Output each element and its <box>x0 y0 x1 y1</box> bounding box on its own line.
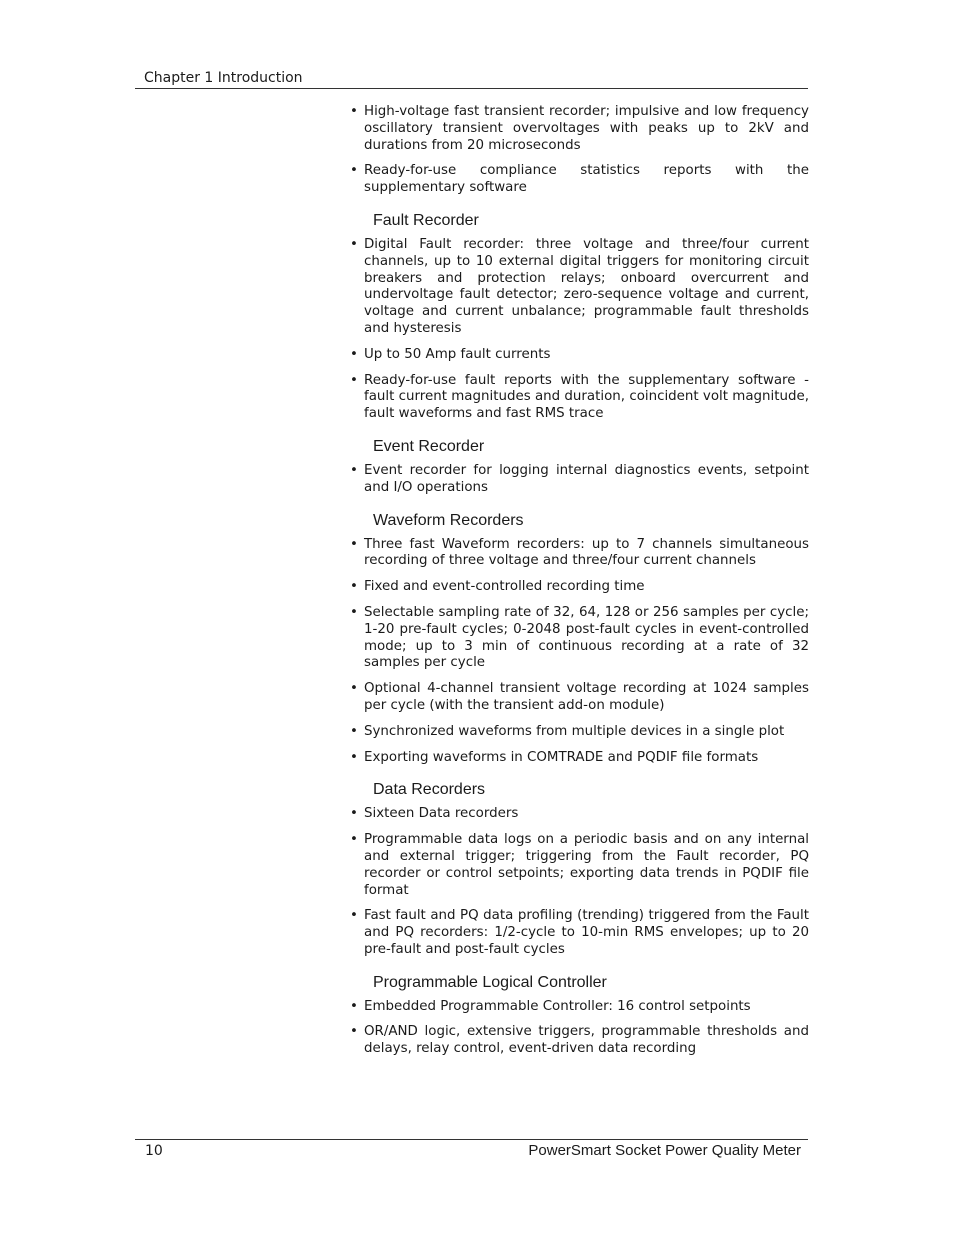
bullet-icon: • <box>350 163 358 179</box>
bullet-icon: • <box>350 604 358 620</box>
list-item: • Embedded Programmable Controller: 16 control setpoints <box>350 998 751 1014</box>
bullet-list <box>348 237 809 423</box>
bullet-icon: • <box>350 806 358 822</box>
list-item: • Programmable data logs on a periodic basis and on any internal and external trigger; triggering from the Fault recorder, PQ recorder or control setpoints; exporting data trends in PQDIF file format <box>350 832 809 898</box>
list-item: • Sixteen Data recorders <box>350 806 519 822</box>
list-item: • Fast fault and PQ data profiling (trending) triggered from the Fault and PQ recorders: 1/2-cycle to 10-min RMS envelopes; up to 20 pre-fault and post-fault cycles <box>350 908 809 957</box>
list-item: • Up to 50 Amp fault currents <box>350 346 551 362</box>
list-item: • Synchronized waveforms from multiple devices in a single plot <box>350 723 785 739</box>
chapter-title: Chapter 1 Introduction <box>144 70 303 86</box>
bullet-icon: • <box>350 1024 358 1040</box>
list-item: • Ready-for-use fault reports with the supplementary software - fault current magnitudes and duration, coincident volt magnitude, fault waveforms and fast RMS trace <box>350 372 809 422</box>
intro-bullet-list <box>348 104 809 197</box>
section-programmable-logical-controller <box>348 973 809 1058</box>
bullet-icon: • <box>350 104 358 119</box>
bullet-icon: • <box>350 462 358 478</box>
bullet-list <box>348 463 809 497</box>
bullet-icon: • <box>350 908 358 924</box>
list-item: • High-voltage fast transient recorder; impulsive and low frequency oscillatory transient overvoltages with peaks up to 2kV and durations from 20 microseconds <box>350 104 809 153</box>
section-waveform-recorders <box>348 511 809 767</box>
bullet-icon: • <box>350 723 358 739</box>
list-item: • Ready-for-use compliance statistics reports with the supplementary software <box>350 163 809 196</box>
bullet-icon: • <box>350 536 358 552</box>
section-fault-recorder <box>348 211 809 423</box>
section-heading: Programmable Logical Controller <box>373 973 607 991</box>
bullet-icon: • <box>350 236 358 252</box>
bullet-icon: • <box>350 346 358 362</box>
section-heading: Waveform Recorders <box>373 511 524 529</box>
document-title: PowerSmart Socket Power Quality Meter <box>528 1142 801 1159</box>
list-item: • Three fast Waveform recorders: up to 7 channels simultaneous recording of three voltage and three/four current channels <box>350 536 809 569</box>
bullet-icon: • <box>350 832 358 848</box>
page-content <box>348 104 809 1067</box>
bullet-icon: • <box>350 579 358 595</box>
page-number: 10 <box>145 1143 163 1159</box>
section-heading: Data Recorders <box>373 781 486 799</box>
list-item: • Selectable sampling rate of 32, 64, 128 or 256 samples per cycle; 1-20 pre-fault cycles; 0-2048 post-fault cycles in event-controlled mode; up to 3 min of continuous recording at a rate of 32 samples per cycle <box>350 604 809 671</box>
bullet-icon: • <box>350 749 358 765</box>
list-item: • Digital Fault recorder: three voltage and three/four current channels, up to 10 external digital triggers for monitoring circuit breakers and protection relays; onboard overcurrent and undervoltage fault detector; zero-sequence voltage and current, voltage and current unbalance; programmable fault thresholds and hysteresis <box>350 236 809 336</box>
list-item: • Event recorder for logging internal diagnostics events, setpoint and I/O operations <box>350 462 809 495</box>
bullet-icon: • <box>350 372 358 388</box>
section-heading: Event Recorder <box>373 437 485 455</box>
list-item: • OR/AND logic, extensive triggers, programmable thresholds and delays, relay control, event-driven data recording <box>350 1024 809 1057</box>
bullet-icon: • <box>350 681 358 697</box>
list-item: • Exporting waveforms in COMTRADE and PQDIF file formats <box>350 749 759 765</box>
section-event-recorder <box>348 437 809 497</box>
list-item: • Fixed and event-controlled recording time <box>350 579 645 595</box>
bullet-list <box>348 999 809 1058</box>
list-item: • Optional 4-channel transient voltage recording at 1024 samples per cycle (with the transient add-on module) <box>350 681 809 713</box>
bullet-list <box>348 537 809 767</box>
section-heading: Fault Recorder <box>373 211 479 229</box>
running-header <box>135 69 808 89</box>
bullet-icon: • <box>350 998 358 1014</box>
running-footer <box>135 1139 808 1159</box>
section-data-recorders <box>348 780 809 958</box>
bullet-list <box>348 806 809 958</box>
